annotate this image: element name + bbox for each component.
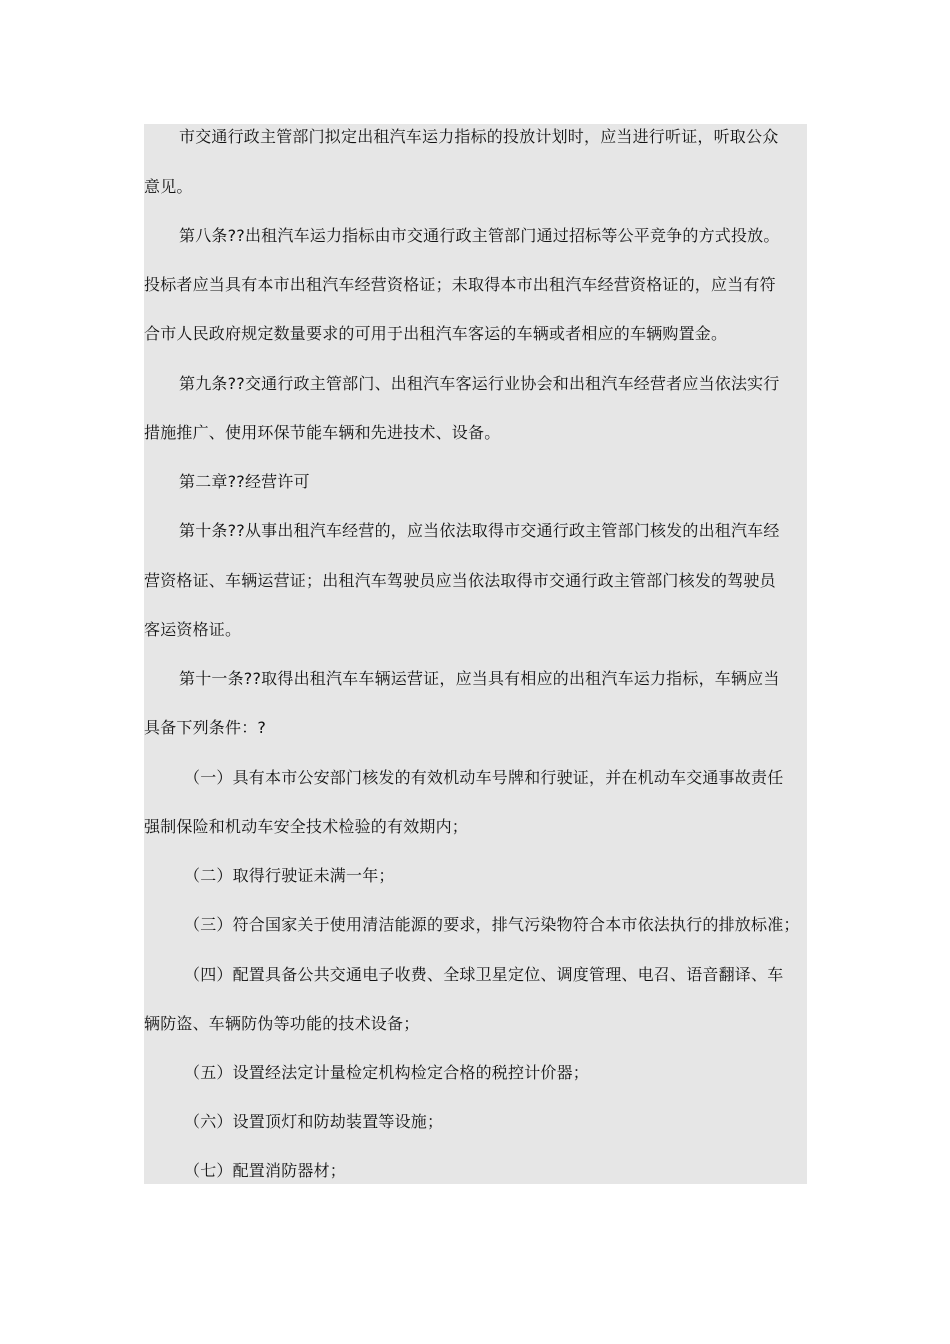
- list-item: （二）取得行驶证未满一年；: [184, 866, 395, 885]
- text-line: 投标者应当具有本市出租汽车经营资格证；未取得本市出租汽车经营资格证的，应当有符: [144, 275, 776, 294]
- list-item: （六）设置顶灯和防劫装置等设施；: [184, 1112, 444, 1131]
- text-line: 第十一条??取得出租汽车车辆运营证，应当具有相应的出租汽车运力指标，车辆应当: [179, 669, 780, 688]
- text-line: 强制保险和机动车安全技术检验的有效期内；: [144, 817, 469, 836]
- text-line: 客运资格证。: [144, 620, 242, 639]
- text-line: 具备下列条件：?: [144, 718, 267, 737]
- list-item: （三）符合国家关于使用清洁能源的要求，排气污染物符合本市依法执行的排放标准；: [184, 915, 800, 934]
- text-line: 辆防盗、车辆防伪等功能的技术设备；: [144, 1014, 420, 1033]
- text-line: 合市人民政府规定数量要求的可用于出租汽车客运的车辆或者相应的车辆购置金。: [144, 324, 728, 343]
- text-line: 市交通行政主管部门拟定出租汽车运力指标的投放计划时，应当进行听证，听取公众: [179, 127, 779, 146]
- text-line: 第八条??出租汽车运力指标由市交通行政主管部门通过招标等公平竞争的方式投放。: [179, 226, 780, 245]
- text-line: 意见。: [144, 177, 193, 196]
- document-text-panel: [144, 124, 807, 1184]
- list-item: （一）具有本市公安部门核发的有效机动车号牌和行驶证，并在机动车交通事故责任: [184, 768, 784, 787]
- list-item: （五）设置经法定计量检定机构检定合格的税控计价器；: [184, 1063, 590, 1082]
- chapter-heading: 第二章??经营许可: [179, 472, 310, 491]
- list-item: （四）配置具备公共交通电子收费、全球卫星定位、调度管理、电召、语音翻译、车: [184, 965, 784, 984]
- text-line: 第十条??从事出租汽车经营的，应当依法取得市交通行政主管部门核发的出租汽车经: [179, 521, 780, 540]
- text-line: 营资格证、车辆运营证；出租汽车驾驶员应当依法取得市交通行政主管部门核发的驾驶员: [144, 571, 776, 590]
- text-line: 措施推广、使用环保节能车辆和先进技术、设备。: [144, 423, 501, 442]
- list-item: （七）配置消防器材；: [184, 1161, 347, 1180]
- text-line: 第九条??交通行政主管部门、出租汽车客运行业协会和出租汽车经营者应当依法实行: [179, 374, 780, 393]
